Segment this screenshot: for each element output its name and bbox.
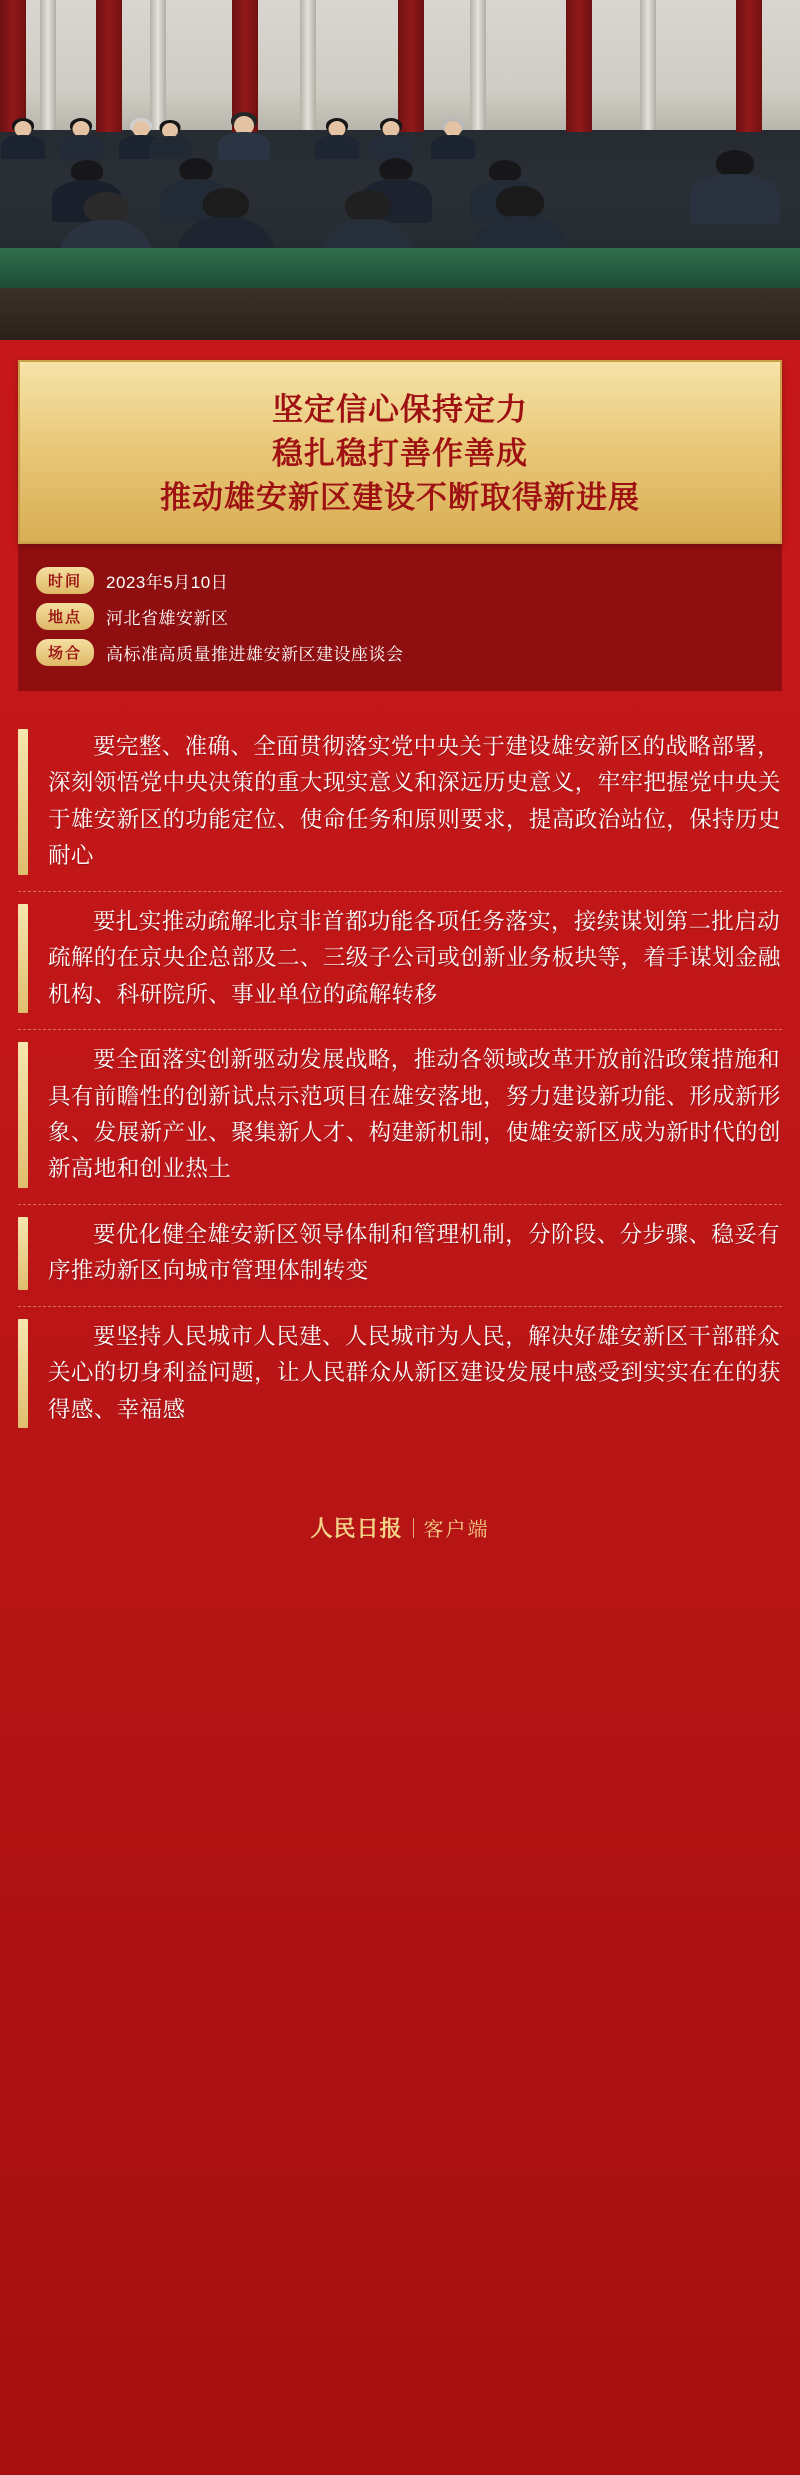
point-text: 要全面落实创新驱动发展战略，推动各领域改革开放前沿政策措施和具有前瞻性的创新试点示范项目在雄安落地，努力建设新功能、形成新形象、发展新产业、聚集新人才、构建新机制，使雄安新区成为新时代的创新高地和创业热土	[48, 1047, 781, 1182]
list-item	[18, 1307, 782, 1444]
seated-person	[430, 118, 476, 158]
photo-curtain	[398, 0, 424, 132]
point-text: 要优化健全雄安新区领导体制和管理机制，分阶段、分步骤、稳妥有序推动新区向城市管理体制转变	[48, 1221, 781, 1284]
gold-bar-marker	[18, 904, 28, 1013]
photo-floor	[0, 288, 800, 340]
title-line-2: 稳扎稳打善作善成	[272, 436, 528, 472]
meta-tag-place: 地点	[36, 603, 94, 630]
list-item	[18, 1030, 782, 1205]
photo-curtain	[736, 0, 762, 132]
photo-pillar	[150, 0, 166, 130]
meta-tag-time: 时间	[36, 567, 94, 594]
peoples-daily-logo: 人民日报	[310, 1516, 403, 1542]
seated-person	[148, 120, 192, 158]
meeting-photo	[0, 0, 800, 340]
footer	[0, 1490, 800, 1569]
seated-person	[58, 118, 104, 158]
footer-appname: 客户端	[423, 1519, 490, 1542]
footer-divider	[413, 1518, 414, 1538]
gold-bar-marker	[18, 1319, 28, 1428]
seated-person	[0, 118, 46, 158]
meta-value-place: 河北省雄安新区	[106, 609, 229, 629]
list-item	[18, 717, 782, 892]
meta-tag-occasion: 场合	[36, 639, 94, 666]
points-list	[18, 717, 782, 1444]
photo-pillar	[640, 0, 656, 130]
list-item	[18, 892, 782, 1030]
gold-bar-marker	[18, 1217, 28, 1290]
seated-person	[314, 118, 360, 158]
meta-row-place	[36, 603, 764, 630]
meta-value-time: 2023年5月10日	[106, 573, 229, 593]
title-line-3: 推动雄安新区建设不断取得新进展	[160, 480, 640, 516]
meta-row-time	[36, 567, 764, 594]
photo-curtain	[0, 0, 26, 132]
photo-curtain	[96, 0, 122, 132]
back-person	[690, 150, 780, 220]
photo-curtain	[566, 0, 592, 132]
seated-person-center	[218, 112, 270, 160]
photo-pillar	[470, 0, 486, 130]
title-banner	[18, 360, 782, 544]
point-text: 要扎实推动疏解北京非首都功能各项任务落实，接续谋划第二批启动疏解的在京央企总部及二、三级子公司或创新业务板块等，着手谋划金融机构、科研院所、事业单位的疏解转移	[48, 908, 781, 1007]
photo-table	[0, 248, 800, 288]
point-text: 要坚持人民城市人民建、人民城市为人民，解决好雄安新区干部群众关心的切身利益问题，让人民群众从新区建设发展中感受到实实在在的获得感、幸福感	[48, 1323, 781, 1422]
list-item	[18, 1205, 782, 1307]
meta-row-occasion	[36, 639, 764, 666]
gold-bar-marker	[18, 729, 28, 875]
gold-bar-marker	[18, 1042, 28, 1188]
seated-person	[368, 118, 414, 158]
photo-pillar	[40, 0, 56, 130]
photo-pillar	[300, 0, 316, 130]
meta-block	[18, 544, 782, 691]
meta-value-occasion: 高标准高质量推进雄安新区建设座谈会	[106, 645, 404, 665]
point-text: 要完整、准确、全面贯彻落实党中央关于建设雄安新区的战略部署，深刻领悟党中央决策的重大现实意义和深远历史意义，牢牢把握党中央关于雄安新区的功能定位、使命任务和原则要求，提高政治站位，保持历史耐心	[48, 734, 781, 869]
title-line-1: 坚定信心保持定力	[272, 392, 528, 427]
